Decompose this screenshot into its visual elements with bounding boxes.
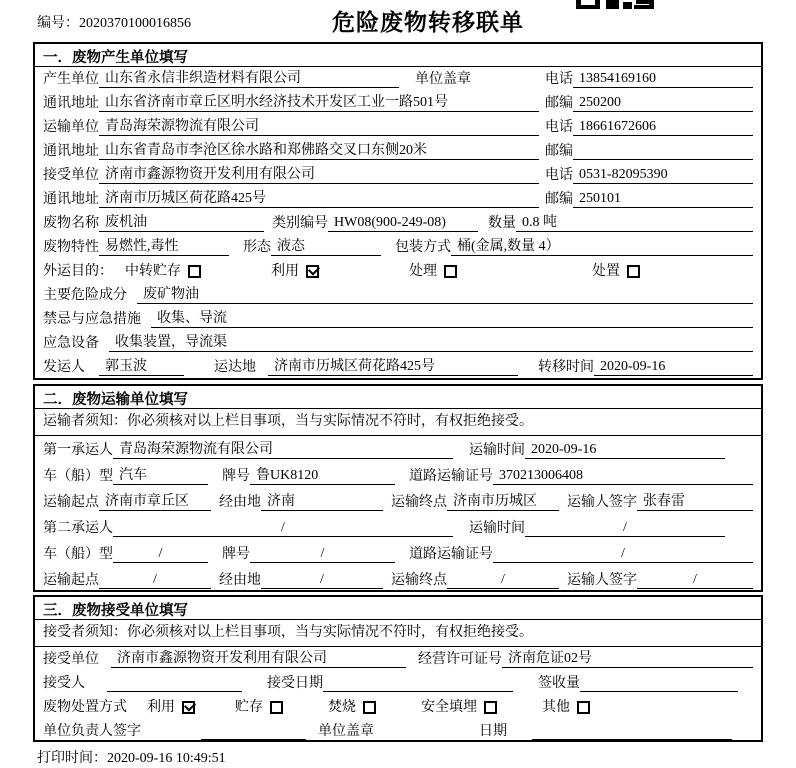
print-time	[37, 747, 226, 767]
carrier-sign-label: 运输人签字	[567, 495, 637, 510]
transfer-time-label: 转移时间	[538, 360, 594, 375]
waste-trait-value: 易燃性,毒性	[99, 235, 229, 256]
section-receiver-title: 三．废物接受单位填写	[35, 597, 761, 620]
license-no-label: 经营许可证号	[418, 652, 502, 667]
producer-phone-label: 电话	[545, 72, 573, 87]
waste-name-label: 废物名称	[43, 216, 99, 231]
terminus-2-label: 运输终点	[391, 573, 447, 588]
purpose-option-reuse	[271, 260, 319, 280]
license-no-value: 济南危证02号	[502, 647, 753, 668]
receiver-zip-value: 250101	[573, 191, 753, 208]
transport-address-label: 通讯地址	[43, 144, 99, 159]
receiver-unit-value: 济南市鑫源物资开发利用有限公司	[99, 163, 539, 184]
checkbox-checked-icon	[182, 701, 195, 714]
road-permit-2-value: /	[493, 546, 753, 563]
transfer-time-value: 2020-09-16	[594, 359, 753, 376]
producer-unit-value: 山东省永信非织造材料有限公司	[99, 67, 399, 88]
consignor-label: 发运人	[43, 360, 85, 375]
category-no-value: HW08(900-249-08)	[328, 215, 478, 232]
origin-2-label: 运输起点	[43, 573, 99, 588]
carrier-sign-2-label: 运输人签字	[567, 573, 637, 588]
section-producer	[33, 42, 763, 380]
disposal-option-landfill	[421, 696, 497, 716]
producer-zip-label: 邮编	[545, 96, 573, 111]
vehicle-type-label: 车（船）型	[43, 469, 113, 484]
receiver-address-label: 通讯地址	[43, 192, 99, 207]
print-time-label: 打印时间：	[37, 751, 107, 766]
received-qty-value	[580, 691, 738, 692]
section-receiver	[33, 595, 763, 742]
row-vehicle-1	[43, 462, 753, 488]
producer-address-label: 通讯地址	[43, 96, 99, 111]
consignor-value: 郭玉波	[99, 355, 184, 376]
row-producer-address	[43, 91, 753, 115]
destination-label: 运达地	[214, 360, 256, 375]
via-label: 经由地	[219, 495, 261, 510]
producer-phone-value: 13854169160	[573, 71, 753, 88]
row-disposal-mode	[43, 695, 753, 719]
origin-value: 济南市章丘区	[99, 490, 211, 511]
transport-address-value: 山东省青岛市李沧区徐水路和郑佛路交叉口东侧20米	[99, 139, 539, 160]
row-receiver-unit	[43, 163, 753, 187]
vehicle-type-2-label: 车（船）型	[43, 547, 113, 562]
accepter-value	[107, 691, 242, 692]
option-label: 中转贮存	[125, 264, 181, 279]
receiver-phone-label: 电话	[545, 168, 573, 183]
origin-label: 运输起点	[43, 495, 99, 510]
row-purpose	[43, 259, 753, 283]
row-first-carrier	[43, 436, 753, 462]
date-label: 日期	[479, 724, 507, 739]
option-label: 利用	[147, 700, 175, 715]
unit-stamp-label: 单位盖章	[415, 72, 471, 87]
terminus-2-value: /	[447, 572, 559, 589]
receiver-address-value: 济南市历城区荷花路425号	[99, 187, 539, 208]
option-label: 贮存	[235, 700, 263, 715]
row-transport-unit	[43, 115, 753, 139]
row-transport-address	[43, 139, 753, 163]
row-waste-trait	[43, 235, 753, 259]
hazard-label: 主要危险成分	[43, 288, 127, 303]
row-emergency-equipment	[43, 331, 753, 355]
equipment-label: 应急设备	[43, 336, 99, 351]
serial-label: 编号：	[37, 16, 79, 31]
vehicle-type-2-value: /	[113, 546, 208, 563]
waste-name-value: 废机油	[99, 211, 264, 232]
origin-2-value: /	[99, 572, 211, 589]
section-transporter-title: 二．废物运输单位填写	[35, 386, 761, 409]
transport-unit-label: 运输单位	[43, 120, 99, 135]
disposal-option-storage	[235, 696, 283, 716]
row-accept-unit	[43, 647, 753, 671]
row-taboo-measures	[43, 307, 753, 331]
receiver-unit-label: 接受单位	[43, 168, 99, 183]
purpose-label: 外运目的：	[43, 264, 113, 279]
destination-value: 济南市历城区荷花路425号	[268, 355, 518, 376]
accept-date-label: 接受日期	[267, 676, 323, 691]
checkbox-icon	[444, 265, 457, 278]
vehicle-type-value: 汽车	[113, 464, 208, 485]
carrier-sign-value: 张春雷	[637, 490, 753, 511]
checkbox-icon	[363, 701, 376, 714]
section-transporter	[33, 384, 763, 592]
option-label: 安全填埋	[421, 700, 477, 715]
receiver-notice: 接受者须知：你必须核对以上栏目事项，当与实际情况不符时，有权拒绝接受。	[35, 620, 761, 647]
equipment-value: 收集装置，导流渠	[109, 331, 753, 352]
form-value: 液态	[271, 235, 381, 256]
transport-unit-value: 青岛海荣源物流有限公司	[99, 115, 539, 136]
row-hazard-components	[43, 283, 753, 307]
row-second-carrier	[43, 514, 753, 540]
date-value	[532, 739, 732, 740]
receiver-phone-value: 0531-82095390	[573, 167, 753, 184]
second-carrier-label: 第二承运人	[43, 521, 113, 536]
serial-number	[37, 12, 191, 32]
receiver-stamp-label: 单位盖章	[318, 724, 374, 739]
transport-time-label: 运输时间	[469, 443, 525, 458]
disposal-option-other	[542, 696, 590, 716]
purpose-option-transfer-storage	[125, 260, 201, 280]
option-label: 焚烧	[328, 700, 356, 715]
first-carrier-value: 青岛海荣源物流有限公司	[113, 438, 453, 459]
accept-date-value	[323, 691, 513, 692]
taboo-value: 收集、导流	[151, 307, 753, 328]
producer-address-value: 山东省济南市章丘区明水经济技术开发区工业一路501号	[99, 91, 539, 112]
plate-no-value: 鲁UK8120	[250, 464, 395, 485]
road-permit-value: 370213006408	[493, 468, 753, 485]
terminus-label: 运输终点	[391, 495, 447, 510]
row-receiver-address	[43, 187, 753, 211]
qr-code-fragment	[576, 0, 656, 9]
packing-label: 包装方式	[395, 240, 451, 255]
checkbox-checked-icon	[306, 265, 319, 278]
quantity-label: 数量	[488, 216, 516, 231]
chief-sign-value	[201, 739, 306, 740]
transport-time-2-label: 运输时间	[469, 521, 525, 536]
checkbox-icon	[627, 265, 640, 278]
transport-zip-value	[573, 159, 753, 160]
row-producer-unit	[43, 67, 753, 91]
serial-value: 2020370100016856	[79, 16, 191, 31]
checkbox-icon	[484, 701, 497, 714]
purpose-option-disposal	[592, 260, 640, 280]
row-consignor	[43, 355, 753, 379]
hazard-value: 废矿物油	[137, 283, 753, 304]
transport-zip-label: 邮编	[545, 144, 573, 159]
row-vehicle-2	[43, 540, 753, 566]
row-waste-name	[43, 211, 753, 235]
via-2-label: 经由地	[219, 573, 261, 588]
quantity-value: 0.8 吨	[516, 211, 753, 232]
carrier-sign-2-value: /	[637, 572, 753, 589]
option-label: 利用	[271, 264, 299, 279]
transport-time-value: 2020-09-16	[525, 442, 725, 459]
taboo-label: 禁忌与应急措施	[43, 312, 141, 327]
waste-trait-label: 废物特性	[43, 240, 99, 255]
print-time-value: 2020-09-16 10:49:51	[107, 751, 226, 766]
producer-zip-value: 250200	[573, 95, 753, 112]
road-permit-2-label: 道路运输证号	[409, 547, 493, 562]
plate-no-2-label: 牌号	[222, 547, 250, 562]
transport-phone-label: 电话	[545, 120, 573, 135]
accepter-label: 接受人	[43, 676, 85, 691]
transporter-notice: 运输者须知：你必须核对以上栏目事项，当与实际情况不符时，有权拒绝接受。	[35, 409, 761, 436]
terminus-value: 济南市历城区	[447, 490, 559, 511]
option-label: 处理	[409, 264, 437, 279]
checkbox-icon	[188, 265, 201, 278]
via-value: 济南	[261, 490, 383, 511]
road-permit-label: 道路运输证号	[409, 469, 493, 484]
category-no-label: 类别编号	[272, 216, 328, 231]
option-label: 其他	[542, 700, 570, 715]
transport-time-2-value: /	[525, 520, 725, 537]
page-title: 危险废物转移联单	[332, 9, 524, 35]
row-accepter	[43, 671, 753, 695]
packing-value: 桶(金属,数量 4）	[451, 235, 753, 256]
section-producer-title: 一．废物产生单位填写	[35, 44, 761, 67]
purpose-option-treatment	[409, 260, 457, 280]
disposal-option-reuse	[147, 696, 195, 716]
checkbox-icon	[577, 701, 590, 714]
checkbox-icon	[270, 701, 283, 714]
plate-no-label: 牌号	[222, 469, 250, 484]
received-qty-label: 签收量	[538, 676, 580, 691]
disposal-option-incineration	[328, 696, 376, 716]
producer-unit-label: 产生单位	[43, 72, 99, 87]
form-label: 形态	[243, 240, 271, 255]
transport-phone-value: 18661672606	[573, 119, 753, 136]
disposal-mode-label: 废物处置方式	[43, 700, 127, 715]
second-carrier-value: /	[113, 520, 453, 537]
receiver-zip-label: 邮编	[545, 192, 573, 207]
row-route-1	[43, 488, 753, 514]
option-label: 处置	[592, 264, 620, 279]
plate-no-2-value: /	[250, 546, 395, 563]
via-2-value: /	[261, 572, 383, 589]
row-chief-signature	[43, 719, 753, 743]
first-carrier-label: 第一承运人	[43, 443, 113, 458]
row-route-2	[43, 566, 753, 592]
accept-unit-label: 接受单位	[43, 652, 99, 667]
chief-sign-label: 单位负责人签字	[43, 724, 141, 739]
accept-unit-value: 济南市鑫源物资开发利用有限公司	[111, 647, 406, 668]
